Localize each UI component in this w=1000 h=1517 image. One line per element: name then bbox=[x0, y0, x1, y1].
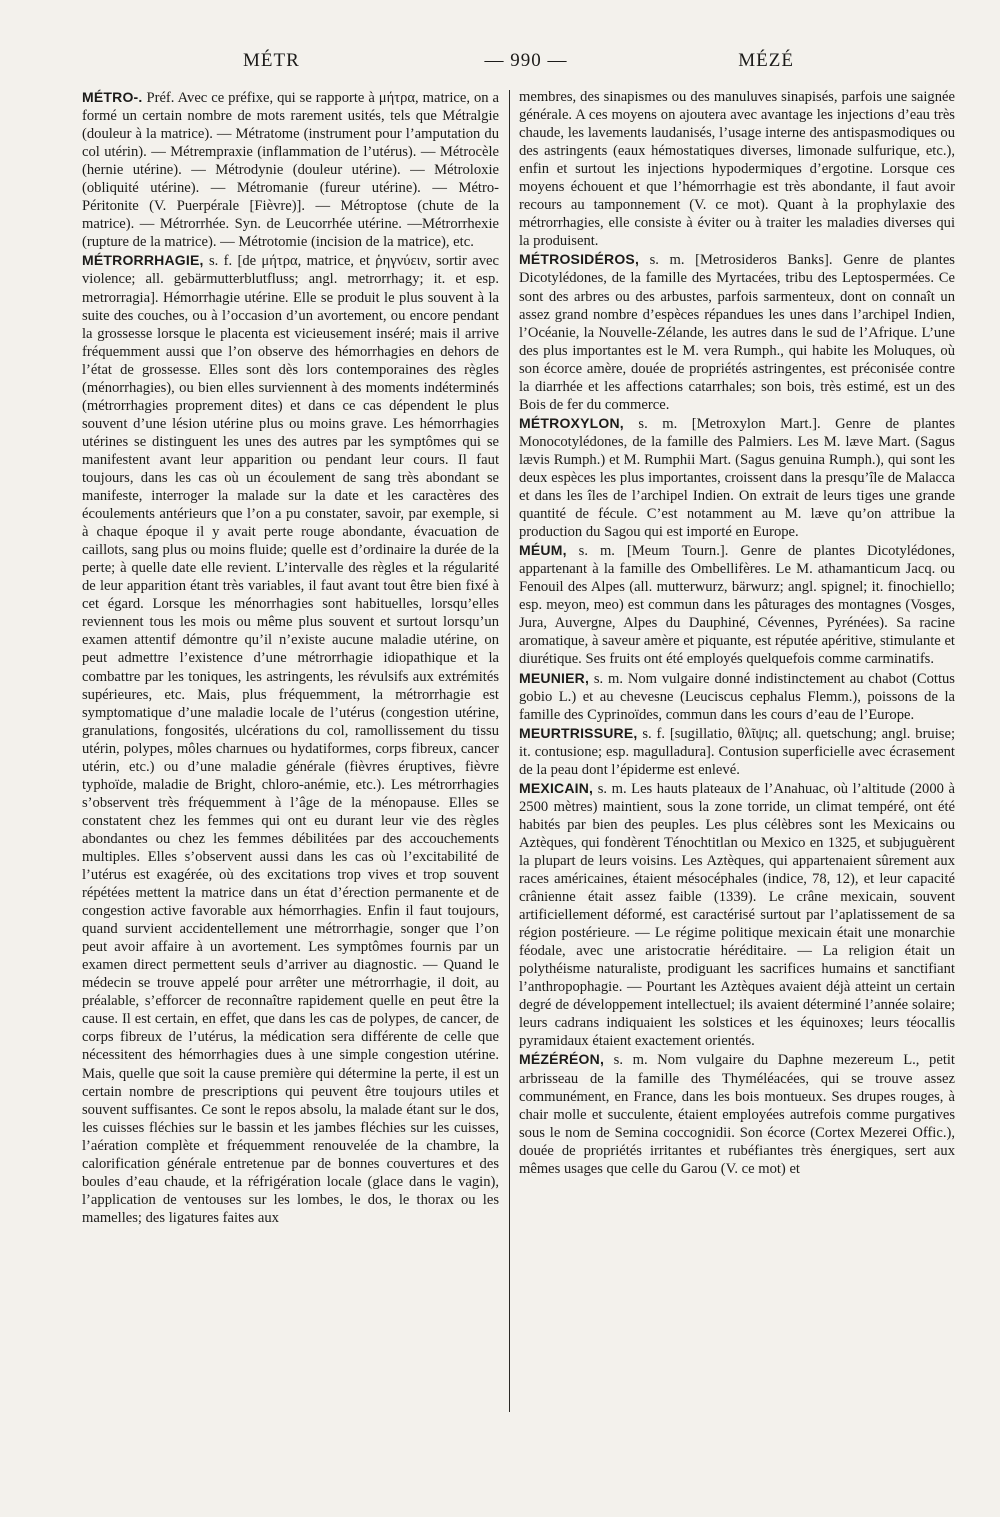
running-head bbox=[88, 50, 964, 86]
headword: MÉTROXYLON, bbox=[519, 414, 624, 431]
entry-continuation bbox=[519, 88, 955, 250]
entry-text: s. m. Nom vulgaire donné indistinctement au chabot (Cottus gobio L.) et au chevesne (Leuciscus cephalus Flemm.), poissons de la famille des Cyprinoïdes, commun dans les cours d’eau de l’Europe. bbox=[519, 670, 955, 723]
entry-text: s. f. [de μήτρα, matrice, et ῥηγνύειν, sortir avec violence; all. gebärmutterblutfluss; angl. metrorrhagy; it. et esp. metrorragia]. Hémorrhagie utérine. Elle se produit le plus souvent à la suite des couches, ou à l’occasion d’un avortement, ou encore pendant la grossesse lorsque le placenta est vicieusement inséré; mais il arrive fréquemment aussi que l’on observe des hémorrhagies en dehors de l’état de grossesse. Elles sont dès lors contemporaines des règles (ménorrhagies), ou bien elles surviennent à des moments indéterminés (métrorrhagies proprement dites) et dans ce cas dépendent le plus souvent d’une lésion utérine plus ou moins grave. Les hémorrhagies utérines se distinguent les unes des autres par les symptômes qui se manifestent avant leur apparition ou pendant leur cours. Il faut toujours, dans les cas où un écoulement de sang très abondant se manifeste, interroger la malade sur la date et les caractères des écoulements antérieurs que l’on a pu constater, savoir, par exemple, si à chaque époque il y avait perte rouge abondante, évacuation de caillots, sang plus ou moins fluide; quelle est d’ordinaire la durée de la perte; à quelle date elle revient. L’intervalle des règles et la régularité de leur apparition étant très variables, il faut avant tout être bien fixé à cet égard. Lorsque les ménorrhagies sont habituelles, lorsqu’elles reviennent tous les mois ou même plus souvent et surtout lorsqu’un examen attentif démontre qu’il n’existe aucune maladie utérine, on peut admettre l’existence d’une métrorrhagie idiopathique et la combattre par les toniques, les astringents, les révulsifs aux extrémités supérieures, etc. Mais, plus fréquemment, la métrorrhagie est symptomatique d’une maladie locale de l’utérus (congestion utérine, granulations, fongosités, ulcérations du col, ramollissement du tissu utérin, polypes, môles charnues ou hydatiformes, corps fibreux, cancer utérin, etc.) ou d’une maladie générale (fièvres éruptives, fièvre typhoïde, maladie de Bright, chloro-anémie, etc.). Les métrorrhagies s’observent très fréquemment à l’âge de la ménopause. Elles se constatent chez les femmes qui ont eu durant leur vie des règles abondantes ou chez les femmes débilitées par des accouchements multiples. Elles s’observent aussi dans les cas où l’excitabilité de l’utérus est exagérée, où des excitations trop vives et trop souvent répétées mettent la matrice dans un état d’érection permanente et de congestion active favorable aux hémorrhagies. Enfin il faut toujours, quand survient accidentellement une métrorrhagie, songer que l’on peut avoir affaire à un avortement. Les symptômes fournis par un examen direct permettent seuls d’arriver au diagnostic. — Quand le médecin se trouve appelé pour arrêter une métrorrhagie, il doit, au préalable, s’efforcer de reconnaître rapidement quelle en peut être la cause. Il est certain, en effet, que dans les cas de polypes, de cancer, de corps fibreux de l’utérus, la médication sera différente de celle que nécessitent des hémorrhagies dues à une simple congestion utérine. Mais, quelle que soit la cause première qui détermine la perte, il est un certain nombre de prescriptions qui peuvent être toujours utiles et souvent suffisantes. Ce sont le repos absolu, la malade étant sur le dos, les cuisses fléchies sur le bassin et les jambes fléchies sur les cuisses, l’aération complète et fréquemment renouvelée de la chambre, la calorification générale entretenue par de bonnes couvertures et des boules d’eau chaude, et la réfrigération locale (glace dans le vagin), l’application de ventouses sur les lombes, le dos, le thorax ou les mamelles; des ligatures faites aux bbox=[82, 253, 499, 1226]
entry-mexicain bbox=[519, 779, 955, 1051]
page-number: — 990 — bbox=[484, 50, 568, 71]
headword: MÉTROSIDÉROS, bbox=[519, 251, 640, 268]
entry-text: s. m. [Metrosideros Banks]. Genre de plantes Dicotylédones, de la famille des Myrtacées, tribu des Leptospermées. Ce sont des arbres ou des arbustes, parfois sarmenteux, dont on connaît un assez grand nombre d’espèces répandues les unes dans l’archipel Indien, l’Océanie, la Nouvelle-Zélande, les autres dans le sud de l’Afrique. L’une des plus importantes est le M. vera Rumph., qui habite les Moluques, où son écorce amère, douée de propriétés astringentes, est préconisée contre la diarrhée et les affections catarrhales; son bois, très estimé, est un des Bois de fer du commerce. bbox=[519, 252, 955, 413]
entry-text: s. m. [Meum Tourn.]. Genre de plantes Dicotylédones, appartenant à la famille des Ombellifères. Le M. athamanticum Jacq. ou Fenouil des Alpes (all. mutterwurz, bärwurz; angl. spignel; it. finochiello; esp. meyon, meo) est commun dans les pâturages des montagnes (Vosges, Jura, Auvergne, Alpes du Dauphiné, Cévennes, Pyrénées). Sa racine aromatique, à saveur amère et piquante, est réputée apéritive, stimulante et diurétique. Ses fruits ont été employés quelquefois comme carminatifs. bbox=[519, 543, 955, 668]
entry-text: Préf. Avec ce préfixe, qui se rapporte à μήτρα, matrice, on a formé un certain nombre de mots rarement usités, tels que Métralgie (douleur à la matrice). — Métratome (instrument pour l’amputation du col utérin). — Métrempraxie (inflammation de l’utérus). — Métrocèle (hernie utérine). — Métrodynie (douleur utérine). — Métroloxie (obliquité utérine). — Métromanie (fureur utérine). — Métro-Péritonite (V. Puerpérale [Fièvre)]. — Métroptose (chute de la matrice). — Métrorrhée. Syn. de Leucorrhée utérine. —Métrorrhexie (rupture de la matrice). — Métrotomie (incision de la matrice), etc. bbox=[82, 90, 499, 251]
running-head-left: MÉTR bbox=[243, 50, 300, 71]
right-column bbox=[519, 88, 955, 1428]
headword: MEXICAIN, bbox=[519, 779, 594, 796]
headword: MÉUM, bbox=[519, 542, 567, 559]
headword: MÉTRORRHAGIE, bbox=[82, 252, 204, 269]
entry-mezereon bbox=[519, 1050, 955, 1177]
left-column bbox=[82, 88, 499, 1428]
headword: MEUNIER, bbox=[519, 669, 590, 686]
entry-metroxylon bbox=[519, 414, 955, 541]
entry-meum bbox=[519, 541, 955, 668]
entry-text: s. m. Nom vulgaire du Daphne mezereum L., petit arbrisseau de la famille des Thyméléacées, qui se trouve assez communément, en France, dans les bois montueux. Ses drupes rouges, à chair molle et succulente, étaient employées autrefois comme purgatives sous le nom de Semina coccognidii. Son écorce (Cortex Mezerei Offic.), douée de propriétés irritantes et rubéfiantes très énergiques, sert aux mêmes usages que celle du Garou (V. ce mot) et bbox=[519, 1052, 955, 1177]
entry-text: s. m. [Metroxylon Mart.]. Genre de plantes Monocotylédones, de la famille des Palmiers. Les M. læve Mart. (Sagus lævis Rumph.) et M. Rumphii Mart. (Sagus genuina Rumph.), qui sont les deux espèces les plus importantes, croissent dans la presqu’île de Malacca et dans les îles de l’archipel Indien. On extrait de leurs tiges une grande quantité de fécule. C’est notamment au M. læve qu’on attribue la production du Sagou qui est importé en Europe. bbox=[519, 415, 955, 541]
entry-metrosideros bbox=[519, 250, 955, 413]
entry-meurtrissure bbox=[519, 724, 955, 779]
entry-metro-prefix bbox=[82, 88, 499, 251]
entry-text: s. f. [sugillatio, θλῖψις; all. quetschung; angl. bruise; it. contusione; esp. magulladura]. Contusion superficielle avec écrasement de la peau dont l’épiderme est enlevé. bbox=[519, 725, 955, 778]
running-head-right: MÉZÉ bbox=[738, 50, 794, 71]
entry-text: membres, des sinapismes ou des manuluves sinapisés, parfois une saignée générale. A ces moyens on ajoutera avec avantage les injections d’eau très chaude, les lavements laudanisés, l’usage interne des antispasmodiques ou des astringents (eaux hémostatiques diverses, limonade sulfurique, etc.), enfin et surtout les injections hypodermiques d’ergotine. Lorsque ces moyens échouent et que l’hémorrhagie est très abondante, il faut avoir recours au tamponnement (V. ce mot). Quant à la prophylaxie des métrorrhagies, elle consiste à éviter ou à traiter les maladies diverses qui la produisent. bbox=[519, 89, 955, 250]
column-divider bbox=[509, 90, 510, 1412]
headword: MÉZÉRÉON, bbox=[519, 1051, 605, 1068]
headword: MEURTRISSURE, bbox=[519, 724, 638, 741]
entry-meunier bbox=[519, 669, 955, 724]
headword: MÉTRO-. bbox=[82, 89, 143, 105]
entry-metrorrhagie bbox=[82, 251, 499, 1227]
entry-text: s. m. Les hauts plateaux de l’Anahuac, où l’altitude (2000 à 2500 mètres) maintient, sous la zone torride, un climat tempéré, ont été habités par bien des peuples. Les plus célèbres sont les Mexicains ou Aztèques, qui fondèrent Ténochtitlan ou Mexico en 1325, et subjuguèrent la plupart de leurs voisins. Les Aztèques, qui appartenaient sûrement aux races américaines, étaient mésocéphales (indice, 78, 12), et leur capacité crânienne était assez faible (1339). Le crâne mexicain, souvent artificiellement déformé, est caractérisé surtout par l’aplatissement de sa région postérieure. — Le régime politique mexicain était une monarchie féodale, avec une aristocratie héréditaire. — La religion était un polythéisme naturaliste, prodiguant les sacrifices humains et sanctifiant l’anthropophagie. — Pourtant les Aztèques avaient déjà atteint un certain degré de développement intellectuel; ils avaient déterminé l’année solaire; leurs cadrans indiquaient les solstices et les équinoxes; leurs téocallis pyramidaux étaient exactement orientés. bbox=[519, 780, 955, 1050]
